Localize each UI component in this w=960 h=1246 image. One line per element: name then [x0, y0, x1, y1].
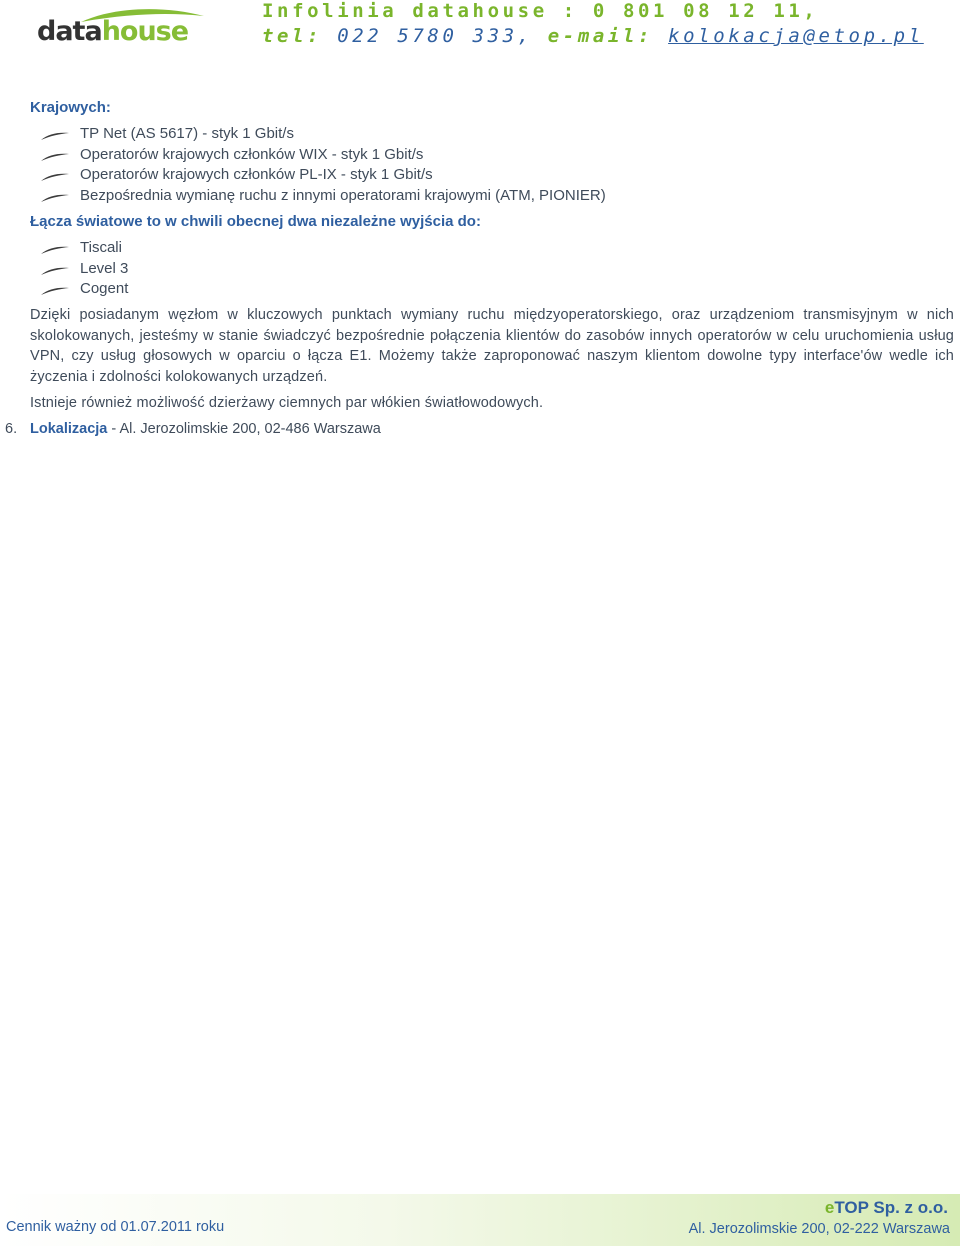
bullet-swoosh-icon	[40, 193, 70, 203]
body-paragraph: Dzięki posiadanym węzłom w kluczowych punktach wymiany ruchu międzyoperatorskiego, oraz urządzeniom transmisyjnym w nich skolokowanych, jesteśmy w stanie świadczyć bezpośrednie połączenia klientów do zasobów innych operatorów w celu uruchomienia usług VPN, czy usług głosowych w oparciu o łącza E1. Możemy także zaproponować naszym klientom dowolne typy interface'ów wedle ich życzenia i zdolności kolokowanych urządzeń.	[30, 307, 954, 385]
hotline-label: Infolinia datahouse :	[262, 0, 578, 22]
price-validity: Cennik ważny od 01.07.2011 roku	[6, 1219, 225, 1235]
location-number: 6.	[5, 421, 18, 437]
logo-wordmark: datahouse	[37, 16, 189, 47]
contact-line	[262, 25, 924, 47]
list-item-label: Bezpośrednia wymianę ruchu z innymi operatorami krajowymi (ATM, PIONIER)	[80, 187, 606, 204]
list-item-label: Tiscali	[80, 239, 122, 256]
bullet-swoosh-icon	[40, 131, 70, 141]
bullet-swoosh-icon	[40, 172, 70, 182]
tel-number: 022 5780 333,	[337, 25, 533, 47]
location-value: - Al. Jerozolimskie 200, 02-486 Warszawa	[111, 421, 381, 437]
email-label: e-mail:	[547, 25, 654, 47]
tel-label: tel:	[262, 25, 323, 47]
list-item-label: Operatorów krajowych członków WIX - styk 1 Gbit/s	[80, 146, 424, 163]
bullet-swoosh-icon	[40, 152, 70, 162]
company-name: eTOP Sp. z o.o.	[824, 1198, 948, 1217]
list-item-label: Operatorów krajowych członków PL-IX - styk 1 Gbit/s	[80, 166, 433, 183]
email-link[interactable]: kolokacja@etop.pl	[668, 25, 924, 47]
bullet-swoosh-icon	[40, 245, 70, 255]
list-item-label: Level 3	[80, 260, 129, 277]
location-label: Lokalizacja	[30, 421, 108, 437]
hotline-line	[262, 0, 818, 22]
hotline-number: 0 801 08 12 11,	[592, 0, 819, 22]
list-item-label: TP Net (AS 5617) - styk 1 Gbit/s	[80, 125, 294, 142]
bullet-swoosh-icon	[40, 286, 70, 296]
fiber-note: Istnieje również możliwość dzierżawy ciemnych par włókien światłowodowych.	[30, 395, 544, 411]
location-line	[30, 421, 381, 437]
bullet-swoosh-icon	[40, 266, 70, 276]
datahouse-logo	[36, 8, 206, 58]
world-links-heading: Łącza światowe to w chwili obecnej dwa niezależne wyjścia do:	[30, 213, 481, 230]
company-address: Al. Jerozolimskie 200, 02-222 Warszawa	[688, 1221, 950, 1237]
list-item-label: Cogent	[80, 280, 129, 297]
domestic-heading: Krajowych:	[30, 99, 111, 116]
